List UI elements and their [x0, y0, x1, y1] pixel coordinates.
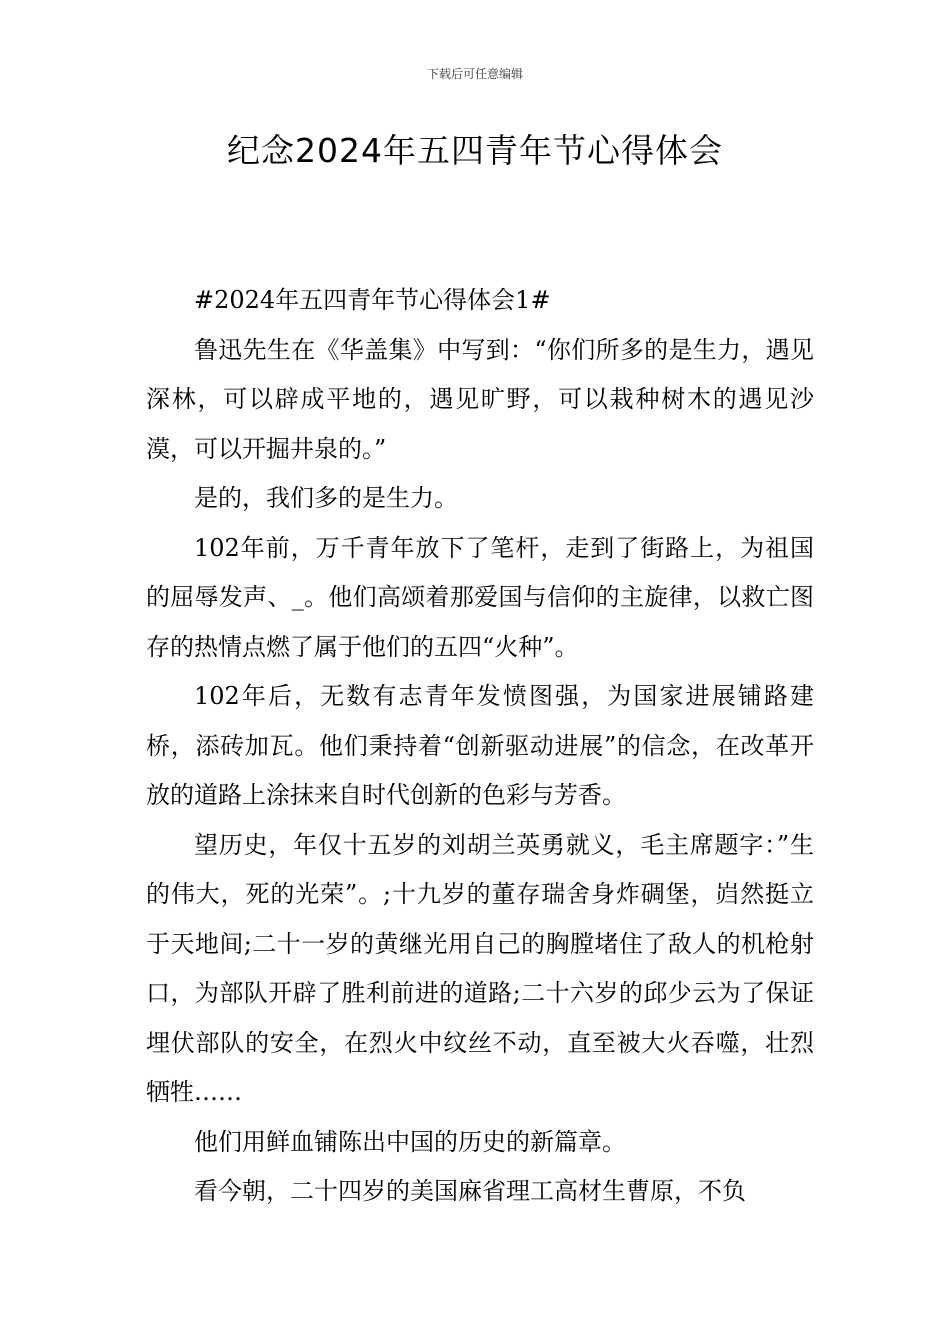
paragraph: 102年前，万千青年放下了笔杆，走到了街路上，为祖国的屈辱发声、_。他们高颂着那爱国与信仰的主旋律，以救亡图存的热情点燃了属于他们的五四“火种”。 [146, 533, 814, 661]
document-title: 纪念2024年五四青年节心得体会 [227, 131, 723, 170]
paragraph: 102年后，无数有志青年发愤图强，为国家进展铺路建桥，添砖加瓦。他们秉持着“创新驱动进展”的信念，在改革开放的道路上涂抹来自时代创新的色彩与芳香。 [146, 682, 814, 809]
paragraph: 看今朝，二十四岁的美国麻省理工高材生曹原，不负 [194, 1177, 746, 1205]
paragraph: 是的，我们多的是生力。 [194, 484, 458, 512]
header-note: 下载后可任意编辑 [426, 67, 523, 81]
paragraph: 鲁迅先生在《华盖集》中写到：“你们所多的是生力，遇见深林，可以辟成平地的，遇见旷野，可以栽种树木的遇见沙漠，可以开掘井泉的。” [146, 335, 814, 463]
paragraph: 他们用鲜血铺陈出中国的历史的新篇章。 [194, 1127, 626, 1156]
document-body [146, 276, 814, 1217]
paragraph-subheading: #2024年五四青年节心得体会1# [194, 286, 551, 314]
paragraph: 望历史，年仅十五岁的刘胡兰英勇就义，毛主席题字：”生的伟大，死的光荣”。;十九岁的董存瑞舍身炸碉堡，岿然挺立于天地间;二十一岁的黄继光用自己的胸膛堵住了敌人的机枪射口，为部队开辟了胜利前进的道路;二十六岁的邱少云为了保证埋伏部队的安全，在烈火中纹丝不动，直至被大火吞噬，壮烈牺牲…… [146, 830, 814, 1106]
